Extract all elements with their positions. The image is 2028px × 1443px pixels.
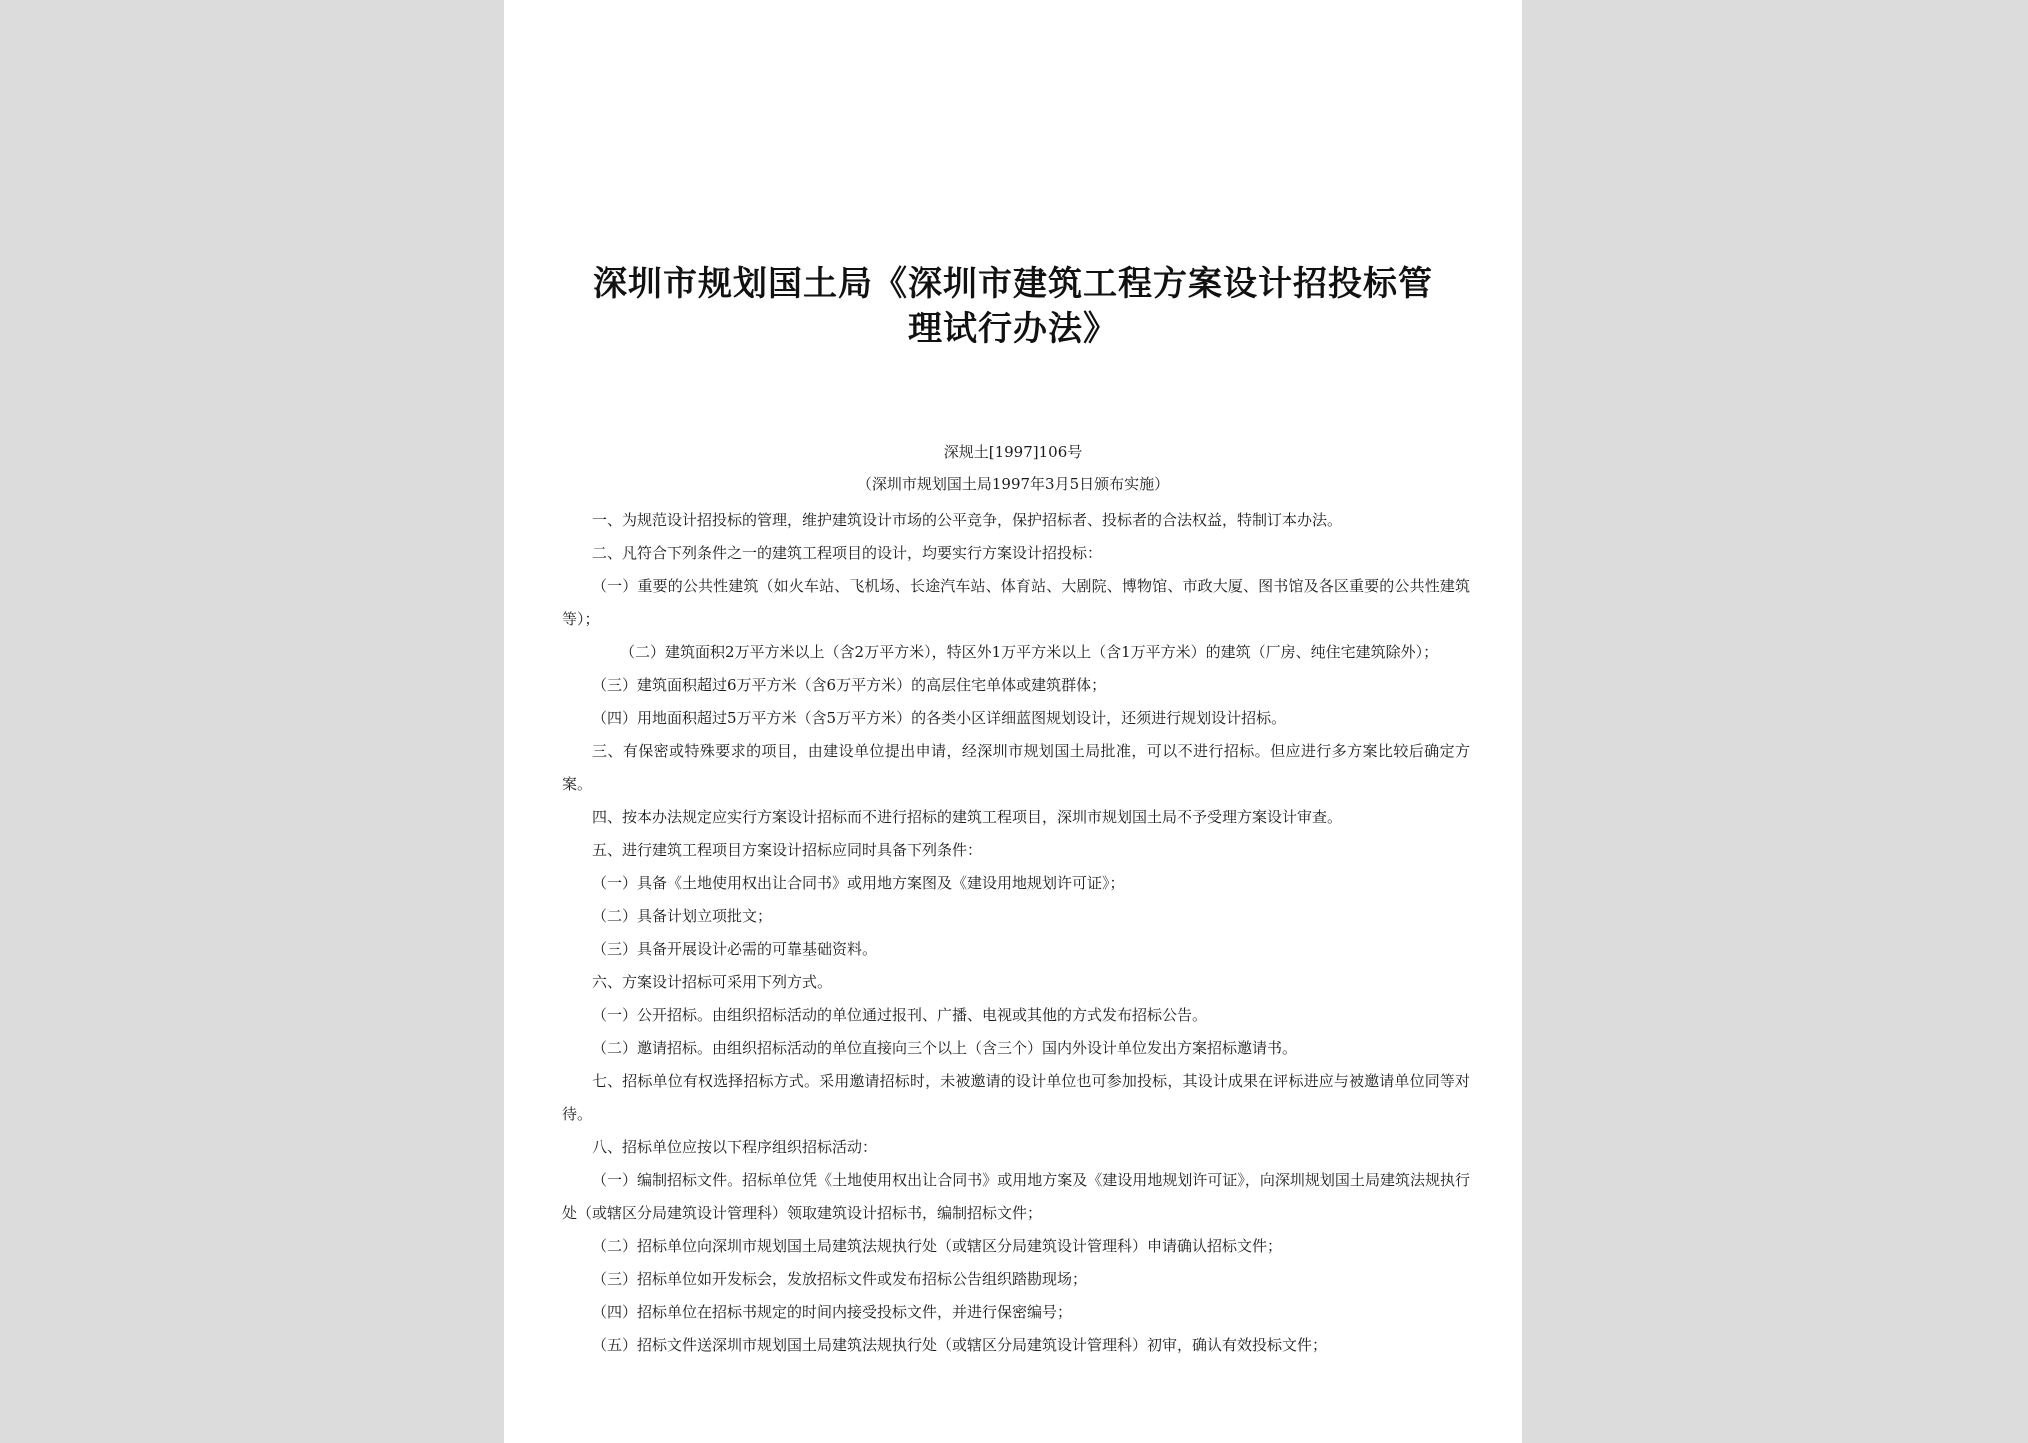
paragraph: （三）招标单位如开发标会，发放招标文件或发布招标公告组织踏勘现场；: [592, 1270, 1088, 1288]
issue-note: （深圳市规划国土局1997年3月5日颁布实施）: [856, 475, 1170, 493]
paragraph: 三、有保密或特殊要求的项目，由建设单位提出申请，经深圳市规划国土局批准，可以不进行招标。但应进行多方案比较后确定方案。: [562, 742, 1470, 793]
paragraph: 四、按本办法规定应实行方案设计招标而不进行招标的建筑工程项目，深圳市规划国土局不予受理方案设计审查。: [592, 808, 1343, 826]
paragraph: （二）邀请招标。由组织招标活动的单位直接向三个以上（含三个）国内外设计单位发出方案招标邀请书。: [592, 1039, 1298, 1057]
paragraph: （一）编制招标文件。招标单位凭《土地使用权出让合同书》或用地方案及《建设用地规划许可证》，向深圳规划国土局建筑法规执行处（或辖区分局建筑设计管理科）领取建筑设计招标书，编制招标文件；: [562, 1171, 1470, 1222]
paragraph: 八、招标单位应按以下程序组织招标活动：: [592, 1138, 878, 1156]
paragraph: （一）公开招标。由组织招标活动的单位通过报刊、广播、电视或其他的方式发布招标公告。: [592, 1006, 1208, 1024]
paragraph: （四）用地面积超过5万平方米（含5万平方米）的各类小区详细蓝图规划设计，还须进行规划设计招标。: [592, 709, 1287, 727]
paragraph: （三）具备开展设计必需的可靠基础资料。: [592, 940, 878, 958]
paragraph: （三）建筑面积超过6万平方米（含6万平方米）的高层住宅单体或建筑群体；: [592, 676, 1107, 694]
paragraph: （二）具备计划立项批文；: [592, 907, 773, 925]
paragraph: （四）招标单位在招标书规定的时间内接受投标文件，并进行保密编号；: [592, 1303, 1073, 1321]
paragraph: 五、进行建筑工程项目方案设计招标应同时具备下列条件：: [592, 841, 983, 859]
document-number: 深规土[1997]106号: [943, 443, 1083, 461]
paragraph: 二、凡符合下列条件之一的建筑工程项目的设计，均要实行方案设计招投标：: [592, 544, 1103, 562]
paragraph: （二）建筑面积2万平方米以上（含2万平方米），特区外1万平方米以上（含1万平方米）的建筑（厂房、纯住宅建筑除外）；: [620, 643, 1439, 661]
paragraph: （二）招标单位向深圳市规划国土局建筑法规执行处（或辖区分局建筑设计管理科）申请确认招标文件；: [592, 1237, 1283, 1255]
document-title: [504, 262, 1522, 352]
title-line-2: 理试行办法》: [908, 309, 1118, 349]
title-line-1: 深圳市规划国土局《深圳市建筑工程方案设计招投标管: [593, 264, 1433, 304]
paragraph: 一、为规范设计招投标的管理，维护建筑设计市场的公平竞争，保护招标者、投标者的合法权益，特制订本办法。: [592, 511, 1343, 529]
paragraph: （五）招标文件送深圳市规划国土局建筑法规执行处（或辖区分局建筑设计管理科）初审，确认有效投标文件；: [592, 1336, 1328, 1354]
document-body: [562, 504, 1470, 1362]
paragraph: 六、方案设计招标可采用下列方式。: [592, 973, 833, 991]
paragraph: （一）重要的公共性建筑（如火车站、飞机场、长途汽车站、体育站、大剧院、博物馆、市政大厦、图书馆及各区重要的公共性建筑等）；: [562, 577, 1470, 628]
document-page: [504, 0, 1522, 1443]
paragraph: （一）具备《土地使用权出让合同书》或用地方案图及《建设用地规划许可证》；: [592, 874, 1125, 892]
paragraph: 七、招标单位有权选择招标方式。采用邀请招标时，未被邀请的设计单位也可参加投标，其设计成果在评标进应与被邀请单位同等对待。: [562, 1072, 1470, 1123]
